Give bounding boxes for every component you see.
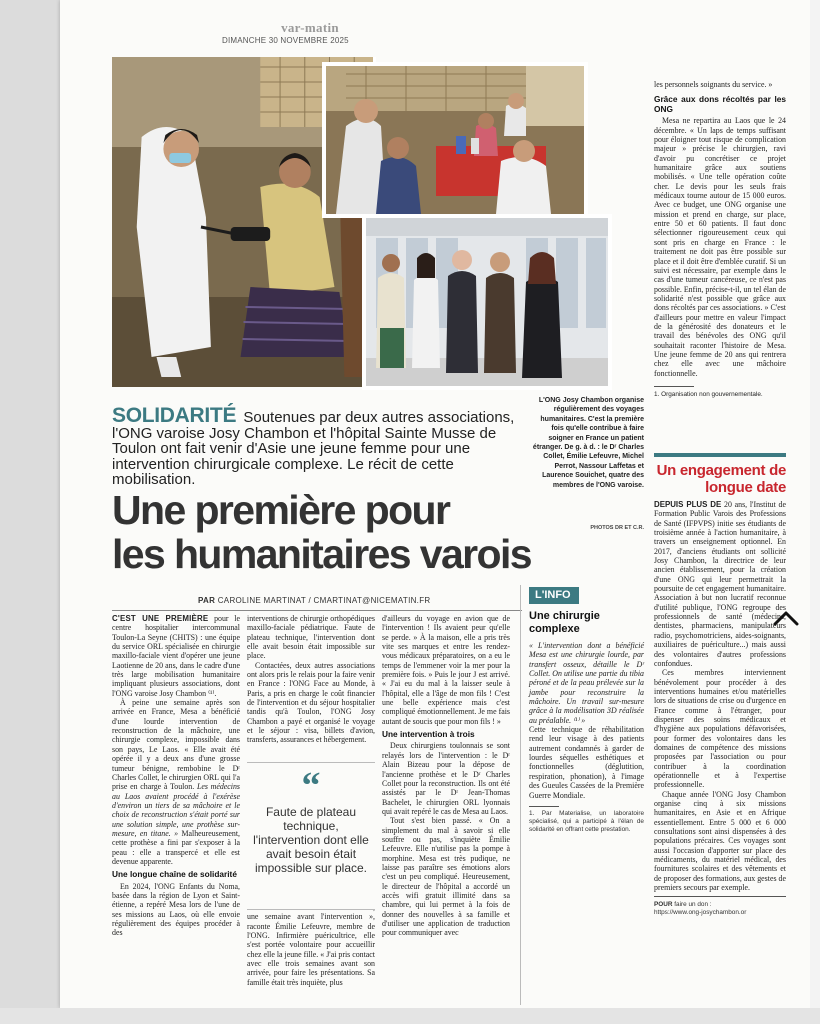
sidebar-paragraph-3: Chaque année l'ONG Josy Chambon organise cinq à six missions humanitaires, en Asie et en Afrique essentiellement. Entre 5 000 et 6 000 consultations sont ainsi dispensées à des populations précaires. Ces voyages sont aussi l'occasion d'apporter sur place des médicaments, du matériel médical, des fournitures scolaires et des vêtements et de proposer des formations, aux gestes de premiers secours par exemple. — [654, 789, 786, 893]
viewer-margin — [810, 0, 820, 1024]
scroll-up-button[interactable] — [766, 600, 806, 636]
col2-paragraph-3: une semaine avant l'intervention », raconte Émilie Lefeuvre, membre de l'ONG. Infirmière puéricultrice, elle s'est portée volontaire pour accueillir chez elle la jeune fille. « J'ai pris contact avec elle trois semaines avant son arrivée, pour faire les présentations. Sa famille était très inquiète, plus — [247, 912, 375, 987]
info-paragraph-1: « L'intervention dont a bénéficié Mesa est une chirurgie lourde, par transfert osseux, détaille le Dʳ Collet. On utilise une partie du tibia péroné et de la peau prélevée sur la jambe pour reconstruire la mâchoire. Un travail sur-mesure grâce à la modélisation 3D réalisée au préalable. ⁽¹⁾ » — [529, 641, 644, 725]
col2-paragraph-1: interventions de chirurgie orthopédiques maxillo-faciale pédiatrique. Faute de plateau technique, l'intervention dont elle avait besoin était impossible sur place. — [247, 614, 375, 661]
newspaper-page — [60, 0, 810, 1008]
photo-care-session — [322, 62, 588, 218]
donation-divider — [654, 896, 786, 897]
photo-ong-team — [362, 214, 612, 390]
kicker: SOLIDARITÉ — [112, 404, 237, 427]
info-tag: L'INFO — [529, 587, 579, 604]
headline-line-1: Une première pour — [112, 487, 450, 533]
donation-label: POUR — [654, 901, 673, 909]
quote-icon: “ — [301, 765, 321, 807]
donation-text: faire un don : — [672, 901, 712, 909]
col1-paragraph-3: En 2024, l'ONG Enfants du Noma, basée dans la région de Lyon et Saint-étienne, a repéré Mesa lors de l'une de ses missions au Laos, où elle envoie régulièrement des équipes procéder à des — [112, 881, 240, 938]
viewer-bottom-bar — [0, 1008, 820, 1024]
footnote-divider — [529, 806, 559, 807]
col1-paragraph-2-quote: Les médecins au Laos avaient procédé à l'exérèse d'environ un tiers de sa mâchoire et le choix de reconstruction s'était porté sur une solution simple, une prothèse sur-mesure, en titane. » — [112, 782, 240, 838]
sidebar-engagement — [654, 453, 810, 1008]
byline — [198, 596, 430, 605]
info-paragraph-2: Cette technique de réhabilitation rend leur visage à des patients autrement condamnés à garder de lourdes séquelles esthétiques et fonctionnelles (déglutition, respiration, phonation), à l'image des Gueules Cassées de la Première Guerre Mondiale. — [529, 725, 644, 800]
col1-paragraph-2-end: Malheureusement, cette prothèse a fini par s'exposer à la peau : elle a transpercé et elle est devenue apparente. — [112, 828, 240, 866]
photo-caption: L'ONG Josy Chambon organise régulièrement des voyages humanitaires. C'est la première fois qu'elle contribue à faire soigner en France un patient étranger. De g. à d. : le Dʳ Charles Collet, Émilie Lefeuvre, Michel Perrot, Nassour Laffetas et Laurence Souichet, quatre des membres de l'ONG varoise. — [532, 397, 644, 489]
col3-paragraph-1: d'ailleurs du voyage en avion que de l'intervention ! Ils avaient peur qu'elle se perde. » À la maison, elle a pris très vite ses marques et entre les rendez-vous médicaux préparatoires, on a eu le temps de l'emmener voir la mer pour la première fois. » Puis le jour J est arrivé. « J'ai eu du mal à la laisser seule à l'hôpital, elle a l'âge de mon fils ! C'est une belle expérience mais c'est compliqué émotionnellement. Je me fais autant de soucis que pour mon fils ! » — [382, 614, 510, 726]
byline-prefix: PAR — [198, 596, 216, 605]
headline-line-2: les humanitaires varois — [112, 531, 531, 577]
subheading-solidarity-chain: Une longue chaîne de solidarité — [112, 869, 237, 880]
standfirst-block — [112, 404, 522, 488]
donation-link[interactable]: https://www.ong-josychambon.or — [654, 909, 747, 917]
col3-paragraph-3: Tout s'est bien passé. « On a simplement du mal à savoir si elle souffre ou pas, s'inquiète Émilie Lefeuvre. Elle n'utilise pas la pompe à morphine. Mesa est très pudique, ne laisse pas paraître ses émotions alors c'est un peu compliqué. Heureusement, le directeur de l'hôpital a accordé un accès wifi gratuit illimité dans sa chambre, qui lui permet à la fois de donner des nouvelles à sa famille et d'utiliser une application de traduction pour communiquer avec — [382, 816, 510, 938]
article-column-3 — [382, 614, 510, 1004]
byline-name: CAROLINE MARTINAT / CMARTINAT@NICEMATIN.FR — [217, 596, 431, 605]
col1-paragraph-1: pour le centre hospitalier intercommunal Toulon-La Seyne (CHITS) : une équipe du service ORL spécialisée en chirurgie maxillo-faciale vient d'opérer une jeune Laotienne de 20 ans, dans le cadre d'une très large mobilisation humanitaire impliquant plusieurs associations, dont l'ONG varoise Josy Chambon ⁽¹⁾. — [112, 614, 241, 698]
col5-footnote: 1. Organisation non gouvernementale. — [654, 390, 763, 398]
article-column-5 — [654, 80, 786, 430]
divider — [112, 610, 522, 611]
pull-quote-text: Faute de plateau technique, l'intervention dont elle avait besoin était impossible sur place. — [253, 805, 369, 875]
subheading-donations: Grâce aux dons récoltés par les ONG — [654, 94, 786, 114]
footnote-divider — [654, 386, 694, 387]
donation-info — [654, 901, 810, 917]
sidebar-title: Un engagement de longue date — [656, 462, 786, 496]
chevron-up-icon — [773, 610, 799, 626]
sidebar-lead: DEPUIS PLUS DE — [654, 500, 722, 509]
dateline: DIMANCHE 30 NOVEMBRE 2025 — [222, 36, 349, 45]
subheading-intervention: Une intervention à trois — [382, 729, 475, 740]
col1-paragraph-2: À peine une semaine après son arrivée en France, Mesa a bénéficié d'une lourde intervention de reconstruction de la mâchoire, une chirurgie complexe, impossible dans son pays, Le Laos. « Elle avait été opérée il y a deux ans d'une grosse tumeur bénigne, rembobine le Dʳ Charles Collet, le chirurgien ORL qui l'a prise en charge à Toulon. — [112, 698, 240, 792]
info-box — [520, 585, 644, 1005]
sidebar-paragraph-2: Ces membres interviennent bénévolement pour procéder à des interventions humaines et/ou matérielles lors de situations de crise ou d'urgence en France comme à l'étranger, pour dispenser des soins médicaux et d'hygiène aux populations défavorisées, pour former des volontaires dans les domaines de compétence des missions proposées par l'association ou pour contribuer à la coordination opérationnelle et à l'expertise professionnelle. — [654, 668, 786, 790]
col2-paragraph-2: Contactées, deux autres associations ont alors pris le relais pour la faire venir en France : l'ONG Face au Monde, à Paris, a pris en charge le coût financier de l'intervention et du séjour hospitalier tandis qu'à Toulon, l'ONG Josy Chambon a payé et organisé le voyage et le séjour : visa, billets d'avion, transferts, assurances et hébergement. — [247, 660, 375, 745]
col5-paragraph-2: Mesa ne repartira au Laos que le 24 décembre. « Un laps de temps suffisant pour éloigner tout risque de complication majeur » précise le chirurgien, ravi d'avoir pu concrétiser ce projet humanitaire grâce aux soutiens mobilisés. « Une telle opération coûte cher. Le devis pour les seuls frais médicaux tourne autour de 15 000 euros. Avec ce budget, une ONG organise une mission et prend en charge, sur place, entre 50 et 60 patients. Il faut donc sélectionner rigoureusement ceux qui sont pris en charge en France : le traitement ne doit pas être possible sur place et il doit être d'emblée curatif. Si un suivi est nécessaire, par exemple dans le cas d'une tumeur cancéreuse, ce n'est pas possible. Enfin, précise-t-il, un tel élan de solidarité n'est possible que grâce aux dons récoltés par ces associations. » C'est d'ailleurs pour mettre en valeur l'impact de la générosité des donateurs et le travail des bénévoles des ONG qu'il souhaitait raconter l'histoire de Mesa. Une jeune femme de 20 ans qui rentrera chez elle avec une mâchoire fonctionnelle. — [654, 116, 786, 378]
article-lead: C'EST UNE PREMIÈRE — [112, 614, 209, 623]
sidebar-accent-bar — [654, 453, 786, 457]
article-column-1 — [112, 614, 240, 1004]
info-footnote: 1. Par Materialise, un laboratoire spécialisé, qui a participé à l'élan de solidarité en offrant cette prestation. — [529, 809, 644, 833]
col3-paragraph-2: Deux chirurgiens toulonnais se sont relayés lors de l'intervention : le Dʳ Alain Bizeau pour la dépose de l'ancienne prothèse et le Dʳ Charles Collet pour la reconstruction. Ils ont été assistés par le Dʳ Jean-Thomas Bachelet, le chirurgien ORL lyonnais qui avait repéré le cas de Mesa au Laos. — [382, 741, 510, 816]
photo-credit: PHOTOS DR ET C.R. — [590, 525, 644, 531]
standfirst: Soutenues par deux autres associations, l'ONG varoise Josy Chambon et l'hôpital Sainte Musse de Toulon ont fait venir d'Asie une jeune femme pour une intervention chirurgicale complexe. Le récit de cette mobilisation. — [112, 409, 515, 488]
col5-paragraph-1: les personnels soignants du service. » — [654, 80, 773, 89]
masthead: var-matin — [281, 20, 339, 35]
pull-quote — [247, 762, 375, 910]
headline — [112, 488, 532, 576]
sidebar-paragraph-1: 20 ans, l'Institut de Formation Public Varois des Professions de Santé (IFPVPS) initie ses étudiants de troisième année à l'action humanitaire, à travers un enseignement optionnel. En 2017, d'anciens étudiants ont sollicité Josy Chambon, la directrice de leur ancien établissement, pour la création d'une ONG qui leur permettrait la poursuite de cet engagement humanitaire. Association à but non lucratif reconnue d'utilité publique, l'ONG regroupe des professionnels de santé (médecins, dentistes, pharmaciens, manipulateurs radio, psychomotriciens, aides-soignants, auxiliaires de puériculture...) mais aussi des volontaires d'autres professions confondues. — [654, 500, 786, 668]
info-title: Une chirurgie complexe — [529, 610, 600, 635]
